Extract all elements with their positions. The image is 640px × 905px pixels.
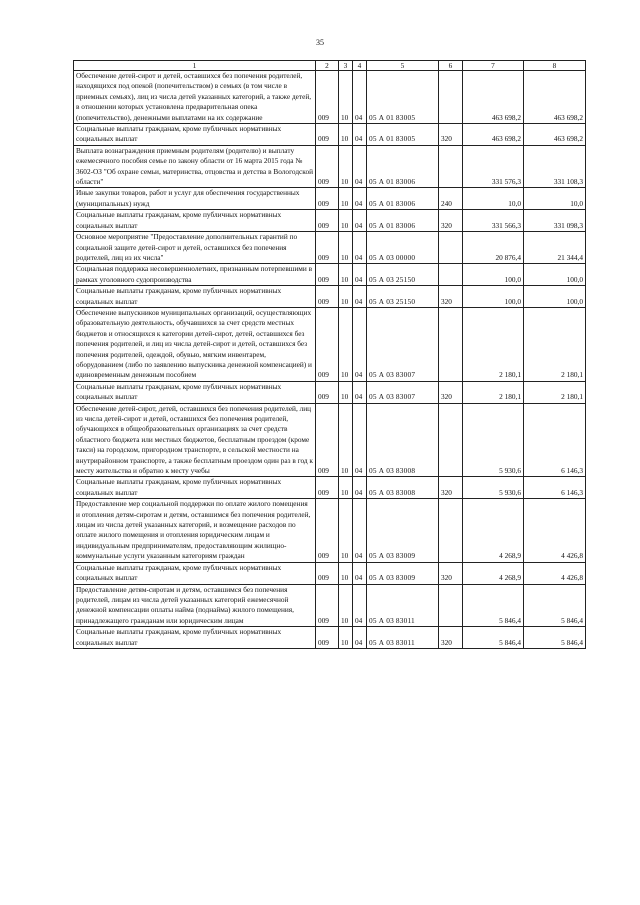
row-name: Предоставление мер социальной поддержки по оплате жилого помещения и отопления детям-сиротам и детям, оставшимся без попечения родителей, лицам из числа детей указанных категорий, и возмещение расходов по оплате жилого помещения и отопления юридическим лицам и индивидуальным предпринимателям, предоставляющим жилищно-коммунальные услуги указанным категориям граждан: [74, 499, 316, 562]
row-target-article: 05 А 01 83006: [367, 210, 439, 232]
row-sum-year-2: 2 180,1: [524, 307, 586, 381]
row-section-code: 10: [339, 499, 353, 562]
row-expense-type: [439, 307, 463, 381]
row-ministry-code: 009: [316, 499, 339, 562]
table-row: [74, 264, 586, 286]
row-expense-type: 320: [439, 124, 463, 146]
header-col-sum-year-2: 8: [524, 61, 586, 71]
row-name: Обеспечение выпускников муниципальных организаций, осуществляющих образовательную деятельность, обучавшихся за счет средств местных бюджетов и относящихся к категории детей-сирот, детей, оставшихся без попечения родителей, и лиц из числа детей-сирот и детей, оставшихся без попечения родителей, одеждой, обувью, мягким инвентарем, оборудованием (либо по заявлению выпускника денежной компенсацией) и единовременным денежным пособием: [74, 307, 316, 381]
row-ministry-code: 009: [316, 477, 339, 499]
row-ministry-code: 009: [316, 188, 339, 210]
table-row: [74, 584, 586, 627]
row-sum-year-1: 4 268,9: [463, 499, 524, 562]
row-section-code: 10: [339, 124, 353, 146]
header-col-name: 1: [74, 61, 316, 71]
row-section-code: 10: [339, 145, 353, 188]
row-subsection-code: 04: [353, 124, 367, 146]
row-expense-type: 320: [439, 627, 463, 649]
row-sum-year-1: 5 846,4: [463, 584, 524, 627]
row-name: Иные закупки товаров, работ и услуг для обеспечения государственных (муниципальных) нужд: [74, 188, 316, 210]
row-subsection-code: 04: [353, 188, 367, 210]
row-subsection-code: 04: [353, 307, 367, 381]
row-sum-year-1: 4 268,9: [463, 562, 524, 584]
table-row: [74, 499, 586, 562]
row-subsection-code: 04: [353, 627, 367, 649]
row-target-article: 05 А 03 83008: [367, 403, 439, 477]
row-sum-year-1: 100,0: [463, 286, 524, 308]
row-name: Обеспечение детей-сирот, детей, оставшихся без попечения родителей, лиц из числа детей-сирот и детей, оставшихся без попечения родителей, обучающихся в общеобразовательных организациях за счет средств областного бюджета или местных бюджетов, бесплатным проездом (кроме такси) на городском, пригородном транспорте, в сельской местности на внутрирайонном транспорте, а также бесплатным проездом один раз в год к месту жительства и обратно к месту учебы: [74, 403, 316, 477]
row-sum-year-2: 463 698,2: [524, 124, 586, 146]
row-name: Основное мероприятие "Предоставление дополнительных гарантий по социальной защите детей-сирот и детей, оставшихся без попечения родителей, лиц из их числа": [74, 232, 316, 264]
row-target-article: 05 А 03 83007: [367, 381, 439, 403]
row-sum-year-1: 331 576,3: [463, 145, 524, 188]
row-sum-year-2: 4 426,8: [524, 562, 586, 584]
row-name: Социальные выплаты гражданам, кроме публичных нормативных социальных выплат: [74, 286, 316, 308]
row-target-article: 05 А 03 83011: [367, 627, 439, 649]
row-subsection-code: 04: [353, 145, 367, 188]
row-subsection-code: 04: [353, 381, 367, 403]
row-sum-year-2: 5 846,4: [524, 627, 586, 649]
row-expense-type: 320: [439, 477, 463, 499]
row-target-article: 05 А 03 83009: [367, 499, 439, 562]
table-row: [74, 286, 586, 308]
row-name: Социальная поддержка несовершеннолетних, признанным потерпевшими в рамках уголовного судопроизводства: [74, 264, 316, 286]
table-row: [74, 403, 586, 477]
row-section-code: 10: [339, 307, 353, 381]
row-ministry-code: 009: [316, 381, 339, 403]
row-section-code: 10: [339, 627, 353, 649]
row-target-article: 05 А 01 83006: [367, 145, 439, 188]
table-row: [74, 627, 586, 649]
row-name: Социальные выплаты гражданам, кроме публичных нормативных социальных выплат: [74, 124, 316, 146]
row-section-code: 10: [339, 264, 353, 286]
row-name: Обеспечение детей-сирот и детей, оставшихся без попечения родителей, находящихся под опекой (попечительством) в семьях (в том числе в приемных семьях), лиц из числа детей указанных категорий, а также детей, в отношении которых установлена предварительная опека (попечительство), денежными выплатами на их содержание: [74, 71, 316, 124]
row-sum-year-2: 100,0: [524, 286, 586, 308]
row-subsection-code: 04: [353, 71, 367, 124]
row-target-article: 05 А 03 83007: [367, 307, 439, 381]
row-sum-year-2: 6 146,3: [524, 403, 586, 477]
row-subsection-code: 04: [353, 210, 367, 232]
row-expense-type: 240: [439, 188, 463, 210]
row-ministry-code: 009: [316, 264, 339, 286]
table-row: [74, 71, 586, 124]
row-name: Выплата вознаграждения приемным родителям (родителю) и выплату ежемесячного пособия семье по закону области от 16 марта 2015 года № 3602-ОЗ "Об охране семьи, материнства, отцовства и детства в Вологодской области": [74, 145, 316, 188]
row-expense-type: [439, 145, 463, 188]
table-row: [74, 145, 586, 188]
row-name: Социальные выплаты гражданам, кроме публичных нормативных социальных выплат: [74, 210, 316, 232]
row-sum-year-1: 2 180,1: [463, 381, 524, 403]
row-subsection-code: 04: [353, 477, 367, 499]
row-sum-year-1: 10,0: [463, 188, 524, 210]
row-sum-year-2: 463 698,2: [524, 71, 586, 124]
row-target-article: 05 А 03 83011: [367, 584, 439, 627]
row-sum-year-1: 5 930,6: [463, 403, 524, 477]
row-section-code: 10: [339, 71, 353, 124]
header-col-sum-year-1: 7: [463, 61, 524, 71]
row-expense-type: [439, 71, 463, 124]
table-row: [74, 562, 586, 584]
row-target-article: 05 А 03 00000: [367, 232, 439, 264]
row-sum-year-2: 100,0: [524, 264, 586, 286]
row-target-article: 05 А 01 83005: [367, 71, 439, 124]
row-sum-year-2: 2 180,1: [524, 381, 586, 403]
row-ministry-code: 009: [316, 627, 339, 649]
header-col-subsection: 4: [353, 61, 367, 71]
row-section-code: 10: [339, 584, 353, 627]
row-section-code: 10: [339, 477, 353, 499]
row-name: Социальные выплаты гражданам, кроме публичных нормативных социальных выплат: [74, 381, 316, 403]
row-subsection-code: 04: [353, 403, 367, 477]
table-row: [74, 124, 586, 146]
row-ministry-code: 009: [316, 71, 339, 124]
row-sum-year-1: 463 698,2: [463, 71, 524, 124]
row-name: Социальные выплаты гражданам, кроме публичных нормативных социальных выплат: [74, 627, 316, 649]
row-expense-type: [439, 499, 463, 562]
row-sum-year-2: 6 146,3: [524, 477, 586, 499]
row-section-code: 10: [339, 232, 353, 264]
row-ministry-code: 009: [316, 124, 339, 146]
row-section-code: 10: [339, 403, 353, 477]
row-subsection-code: 04: [353, 286, 367, 308]
budget-table: [73, 60, 586, 649]
row-expense-type: 320: [439, 381, 463, 403]
row-target-article: 05 А 01 83006: [367, 188, 439, 210]
table-row: [74, 232, 586, 264]
row-sum-year-2: 5 846,4: [524, 584, 586, 627]
row-sum-year-1: 20 876,4: [463, 232, 524, 264]
row-expense-type: [439, 584, 463, 627]
row-ministry-code: 009: [316, 307, 339, 381]
table-row: [74, 381, 586, 403]
row-ministry-code: 009: [316, 145, 339, 188]
row-section-code: 10: [339, 188, 353, 210]
row-sum-year-1: 5 846,4: [463, 627, 524, 649]
table-row: [74, 188, 586, 210]
row-target-article: 05 А 03 25150: [367, 286, 439, 308]
row-subsection-code: 04: [353, 562, 367, 584]
row-target-article: 05 А 03 83009: [367, 562, 439, 584]
row-expense-type: 320: [439, 562, 463, 584]
row-sum-year-2: 331 108,3: [524, 145, 586, 188]
row-section-code: 10: [339, 210, 353, 232]
table-row: [74, 477, 586, 499]
row-expense-type: 320: [439, 210, 463, 232]
row-sum-year-2: 10,0: [524, 188, 586, 210]
header-col-ministry: 2: [316, 61, 339, 71]
row-sum-year-1: 2 180,1: [463, 307, 524, 381]
table-body: [74, 71, 586, 649]
row-target-article: 05 А 01 83005: [367, 124, 439, 146]
row-subsection-code: 04: [353, 232, 367, 264]
row-expense-type: 320: [439, 286, 463, 308]
row-sum-year-1: 100,0: [463, 264, 524, 286]
row-target-article: 05 А 03 83008: [367, 477, 439, 499]
row-sum-year-2: 4 426,8: [524, 499, 586, 562]
table-header-row: [74, 61, 586, 71]
row-ministry-code: 009: [316, 584, 339, 627]
row-ministry-code: 009: [316, 562, 339, 584]
table-row: [74, 210, 586, 232]
header-col-target-article: 5: [367, 61, 439, 71]
row-sum-year-1: 331 566,3: [463, 210, 524, 232]
table-row: [74, 307, 586, 381]
row-subsection-code: 04: [353, 584, 367, 627]
row-sum-year-1: 5 930,6: [463, 477, 524, 499]
row-section-code: 10: [339, 381, 353, 403]
row-ministry-code: 009: [316, 210, 339, 232]
row-subsection-code: 04: [353, 499, 367, 562]
page-number: 35: [316, 38, 324, 47]
row-ministry-code: 009: [316, 403, 339, 477]
row-expense-type: [439, 403, 463, 477]
row-sum-year-2: 331 098,3: [524, 210, 586, 232]
row-target-article: 05 А 03 25150: [367, 264, 439, 286]
row-ministry-code: 009: [316, 232, 339, 264]
row-name: Социальные выплаты гражданам, кроме публичных нормативных социальных выплат: [74, 562, 316, 584]
row-name: Социальные выплаты гражданам, кроме публичных нормативных социальных выплат: [74, 477, 316, 499]
row-section-code: 10: [339, 286, 353, 308]
row-section-code: 10: [339, 562, 353, 584]
row-expense-type: [439, 264, 463, 286]
row-sum-year-1: 463 698,2: [463, 124, 524, 146]
row-subsection-code: 04: [353, 264, 367, 286]
header-col-section: 3: [339, 61, 353, 71]
row-sum-year-2: 21 344,4: [524, 232, 586, 264]
row-ministry-code: 009: [316, 286, 339, 308]
header-col-expense-type: 6: [439, 61, 463, 71]
row-name: Предоставление детям-сиротам и детям, оставшимся без попечения родителей, лицам из числа детей указанных категорий ежемесячной денежной компенсации оплаты найма (поднайма) жилого помещения, принадлежащего гражданам или юридическим лицам: [74, 584, 316, 627]
row-expense-type: [439, 232, 463, 264]
